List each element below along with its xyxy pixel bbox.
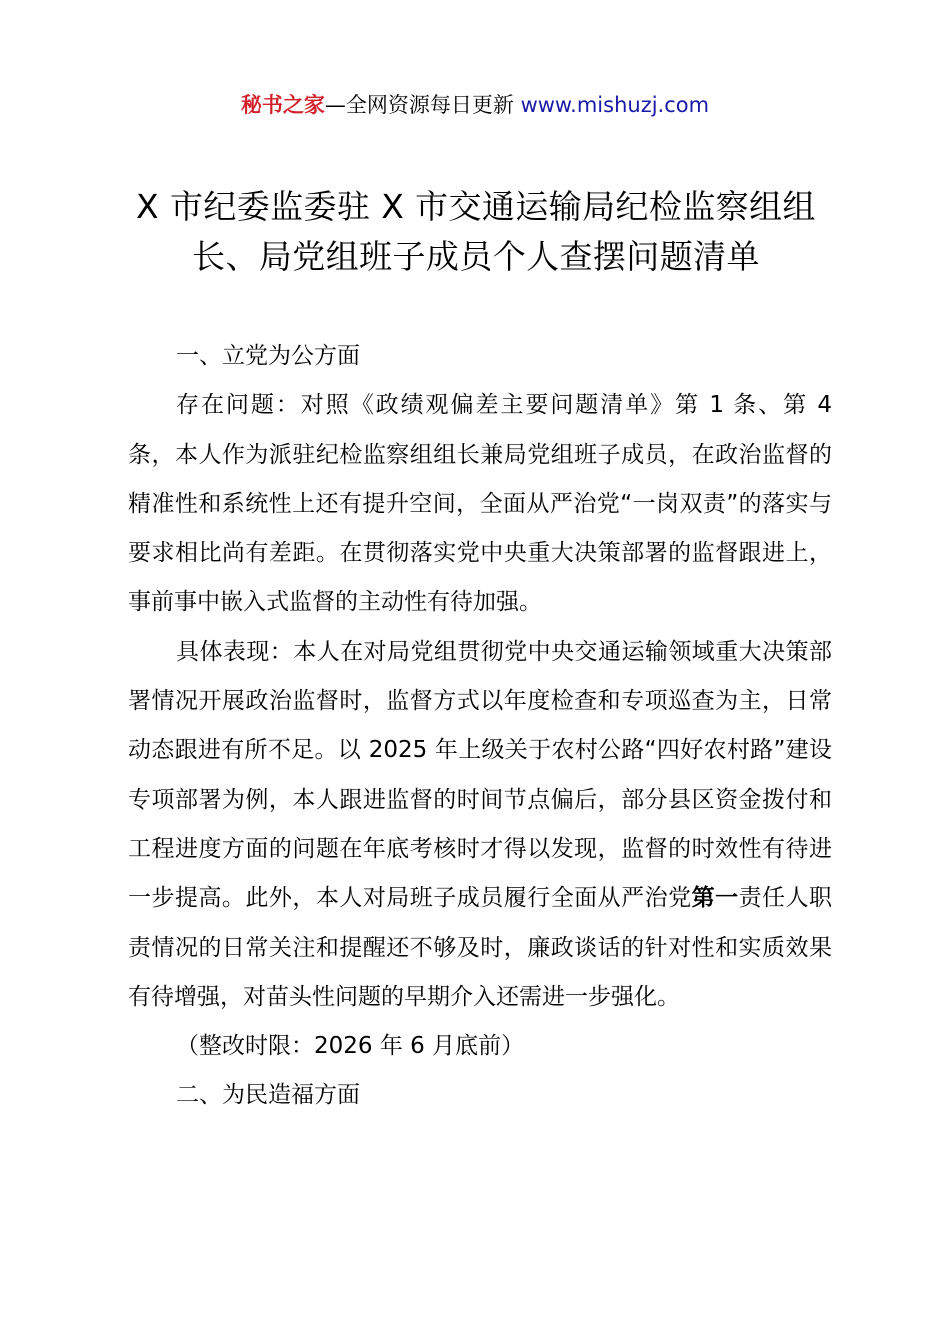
document-body [128,332,832,1121]
title-line-1: X 市纪委监委驻 X 市交通运输局纪检监察组组 [136,187,816,226]
detail-bold-text: 第一 [691,885,739,912]
title-line-2: 长、局党组班子成员个人查摆问题清单 [192,237,760,276]
site-header [0,88,950,122]
document-title [120,182,832,282]
site-url-link[interactable]: www.mishuzj.com [520,93,710,117]
brand-name: 秘书之家 [240,93,325,117]
section-1-detail [128,628,832,1022]
detail-text-part-2: 责任人职责情况的日常关注和提醒还不够及时，廉政谈话的针对性和实质效果有待增强，对苗头性问题的早期介入还需进一步强化。 [128,885,833,1010]
header-tagline: —全网资源每日更新 [324,93,521,117]
section-2-heading: 二、为民造福方面 [176,1082,360,1109]
detail-text-part-1: 具体表现：本人在对局党组贯彻党中央交通运输领域重大决策部署情况开展政治监督时，监督方式以年度检查和专项巡查为主，日常动态跟进有所不足。以 2025 年上级关于农村公路“四好农村路”建设专项部署为例，本人跟进监督的时间节点偏后，部分县区资金拨付和工程进度方面的问题在年底考核时才得以发现，监督的时效性有待进一步提高。此外，本人对局班子成员履行全面从严治党 [128,638,832,912]
section-1-heading: 一、立党为公方面 [176,343,360,369]
section-1-problem: 存在问题：对照《政绩观偏差主要问题清单》第 1 条、第 4 条，本人作为派驻纪检监察组组长兼局党组班子成员，在政治监督的精准性和系统性上还有提升空间，全面从严治党“一岗双责”的落实与要求相比尚有差距。在贯彻落实党中央重大决策部署的监督跟进上，事前事中嵌入式监督的主动性有待加强。 [128,392,832,616]
section-1-deadline: （整改时限：2026 年 6 月底前） [176,1033,525,1060]
